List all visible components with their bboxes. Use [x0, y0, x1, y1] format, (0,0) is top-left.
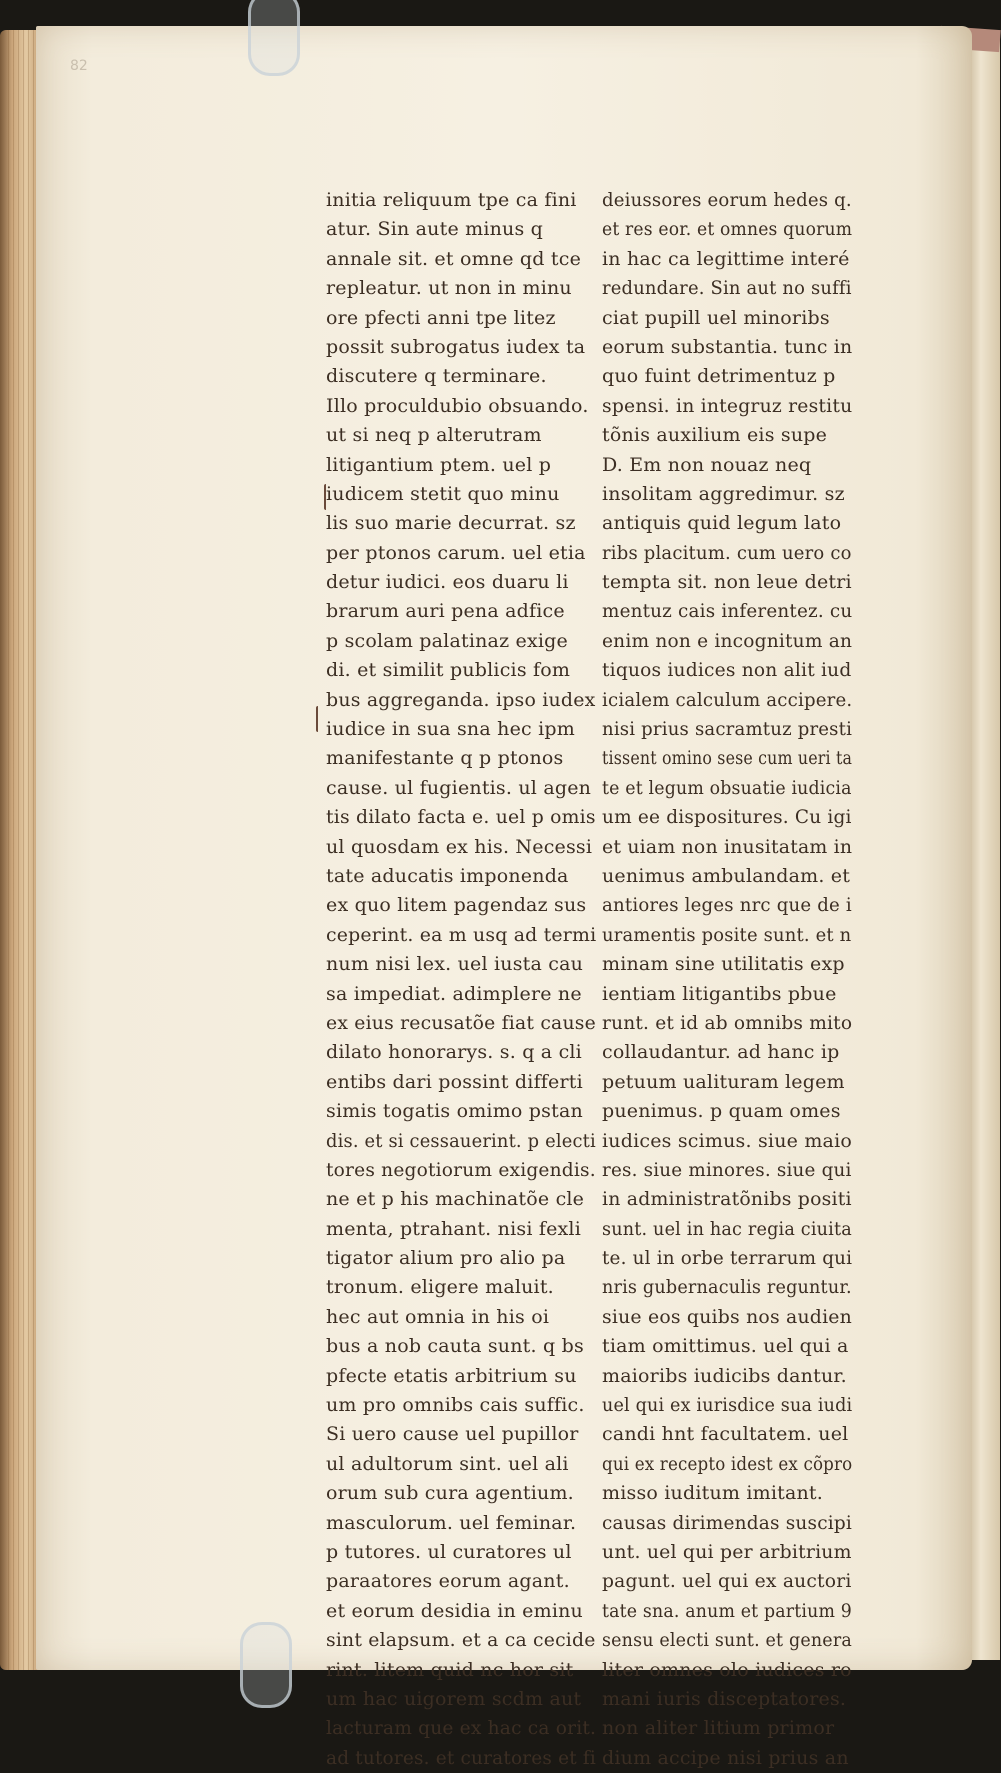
text-line: di. et similit publicis fom	[326, 659, 571, 682]
text-line: tores negotiorum exigendis.	[326, 1158, 596, 1181]
text-line: insolitam aggredimur. sz	[602, 482, 845, 505]
text-line: te et legum obsuatie iudicia	[602, 776, 852, 799]
text-line: ientiam litigantibs pbue	[602, 982, 837, 1005]
text-line: hec aut omnia in his oi	[326, 1305, 550, 1328]
text-line: entibs dari possint differti	[326, 1070, 583, 1093]
text-line: annale sit. et omne qd tce	[326, 247, 582, 270]
text-line: bus aggreganda. ipso iudex	[326, 688, 596, 711]
text-line: discutere q terminare.	[326, 365, 547, 388]
text-line: siue eos quibs nos audien	[602, 1305, 852, 1328]
text-line: minam sine utilitatis exp	[602, 953, 845, 976]
text-line: in hac ca legittime interé	[602, 247, 850, 270]
text-line: tõnis auxilium eis supe	[602, 424, 828, 447]
text-line: Illo proculdubio obsuando.	[326, 394, 589, 417]
text-line: antiores leges nrc que de i	[602, 894, 852, 917]
bottom-page-clip	[240, 1622, 292, 1708]
text-line: repleatur. ut non in minu	[326, 277, 572, 300]
text-line: mani iuris disceptatores.	[602, 1687, 847, 1710]
page-right-edge	[968, 40, 1000, 1660]
text-line: mentuz cais inferentez. cu	[602, 600, 853, 623]
text-line: menta, ptrahant. nisi fexli	[326, 1217, 581, 1240]
text-line: uramentis posite sunt. et n	[602, 923, 852, 946]
text-line: spensi. in integruz restitu	[602, 394, 853, 417]
text-line: ul adultorum sint. uel ali	[326, 1452, 569, 1475]
text-line: te. ul in orbe terrarum qui	[602, 1247, 853, 1270]
text-line: orum sub cura agentium.	[326, 1482, 574, 1505]
text-line: sint elapsum. et a ca cecide	[326, 1629, 596, 1652]
text-line: tempta sit. non leue detri	[602, 571, 852, 594]
text-line: per ptonos carum. uel etia	[326, 541, 586, 564]
text-line: bus a nob cauta sunt. q bs	[326, 1335, 584, 1358]
text-line: ex eius recusatõe fiat cause	[326, 1011, 596, 1034]
text-line: ut si neq p alterutram	[326, 424, 542, 447]
text-line: tiam omittimus. uel qui a	[602, 1335, 849, 1358]
text-line: ribs placitum. cum uero co	[602, 541, 852, 564]
text-line: tate aducatis imponenda	[326, 864, 569, 887]
margin-paragraph-mark-2	[316, 706, 322, 732]
text-line: masculorum. uel feminar.	[326, 1511, 577, 1534]
text-line: detur iudici. eos duaru li	[326, 571, 569, 594]
text-line: pfecte etatis arbitrium su	[326, 1364, 577, 1387]
text-line: ex quo litem pagendaz sus	[326, 894, 587, 917]
text-line: ore pfecti anni tpe litez	[326, 306, 556, 329]
folio-number: 82	[70, 58, 88, 74]
text-line: ceperint. ea m usq ad termi	[326, 923, 597, 946]
text-line: non aliter litium primor	[602, 1717, 835, 1740]
text-line: ne et p his machinatõe cle	[326, 1188, 585, 1211]
text-line: atur. Sin aute minus q	[326, 218, 544, 241]
text-line: petuum ualituram legem	[602, 1070, 845, 1093]
text-line: num nisi lex. uel iusta cau	[326, 953, 584, 976]
text-line: nris gubernaculis reguntur.	[602, 1276, 852, 1299]
text-line: qui ex recepto idest ex cõpro	[602, 1452, 853, 1475]
text-line: Si uero cause uel pupillor	[326, 1423, 579, 1446]
text-line: deiussores eorum hedes q.	[602, 189, 852, 211]
text-line: dilato honorarys. s. q a cli	[326, 1041, 582, 1064]
text-line: um ee dispositures. Cu igi	[602, 806, 852, 829]
text-line: iudicem stetit quo minu	[326, 482, 560, 505]
text-line: et res eor. et omnes quorum	[602, 218, 853, 241]
text-line: tronum. eligere maluit.	[326, 1276, 554, 1299]
text-line: ciat pupill uel minoribs	[602, 306, 830, 329]
text-line: res. siue minores. siue qui	[602, 1158, 852, 1181]
text-line: unt. uel qui per arbitrium	[602, 1540, 852, 1563]
text-line: tiquos iudices non alit iud	[602, 659, 852, 682]
text-line: uenimus ambulandam. et	[602, 864, 851, 887]
text-line: lis suo marie decurrat. sz	[326, 512, 576, 535]
text-line: icialem calculum accipere.	[602, 688, 853, 711]
text-line: uel qui ex iurisdice sua iudi	[602, 1394, 853, 1417]
text-line: tigator alium pro alio pa	[326, 1247, 566, 1270]
text-line: causas dirimendas suscipi	[602, 1511, 853, 1534]
text-line: maioribs iudicibs dantur.	[602, 1364, 847, 1387]
text-line: ad tutores. et curatores et fi	[326, 1746, 596, 1769]
text-line: et eorum desidia in eminu	[326, 1599, 583, 1622]
text-line: dium accipe nisi prius an	[602, 1746, 849, 1769]
text-line: collaudantur. ad hanc ip	[602, 1041, 840, 1064]
text-line: tissent omino sese cum ueri ta	[602, 747, 853, 770]
text-line: pagunt. uel qui ex auctori	[602, 1570, 852, 1593]
text-line: iudices scimus. siue maio	[602, 1129, 852, 1152]
text-line: eorum substantia. tunc in	[602, 335, 853, 358]
text-line: enim non e incognitum an	[602, 629, 853, 652]
text-line: paraatores eorum agant.	[326, 1570, 570, 1593]
text-line: quo fuint detrimentuz p	[602, 365, 836, 388]
text-line: in administratõnibs positi	[602, 1188, 852, 1211]
text-line: rint. litem quid nc hor sit	[326, 1658, 574, 1681]
text-line: et uiam non inusitatam in	[602, 835, 853, 858]
text-line: misso iuditum imitant.	[602, 1482, 823, 1505]
text-line: p tutores. ul curatores ul	[326, 1540, 572, 1563]
text-column-left	[326, 186, 596, 1773]
text-line: sensu electi sunt. et genera	[602, 1629, 852, 1652]
text-line: p scolam palatinaz exige	[326, 629, 568, 652]
text-line: sa impediat. adimplere ne	[326, 982, 582, 1005]
text-line: um hac uigorem scdm aut	[326, 1687, 582, 1710]
text-line: iudice in sua sna hec ipm	[326, 718, 575, 741]
text-line: sunt. uel in hac regia ciuita	[602, 1217, 852, 1240]
text-line: redundare. Sin aut no suffi	[602, 277, 852, 300]
text-line: initia reliquum tpe ca fini	[326, 189, 577, 211]
text-line: possit subrogatus iudex ta	[326, 335, 586, 358]
text-line: um pro omnibs cais suffic.	[326, 1394, 585, 1417]
text-line: D. Em non nouaz neq	[602, 453, 812, 476]
text-line: runt. et id ab omnibs mito	[602, 1011, 853, 1034]
text-line: litigantium ptem. uel p	[326, 453, 552, 476]
text-line: brarum auri pena adfice	[326, 600, 565, 623]
text-line: puenimus. p quam omes	[602, 1100, 841, 1123]
text-line: tate sna. anum et partium 9	[602, 1599, 853, 1622]
text-line: simis togatis omimo pstan	[326, 1100, 583, 1123]
text-line: liter omnes olo iudices ro	[602, 1658, 852, 1681]
text-line: manifestante q p ptonos	[326, 747, 564, 770]
text-line: tis dilato facta e. uel p omis	[326, 806, 596, 829]
text-line: lacturam que ex hac ca orit.	[326, 1717, 597, 1740]
top-page-clip	[248, 0, 300, 76]
text-line: dis. et si cessauerint. p electi	[326, 1129, 596, 1152]
text-column-right	[602, 186, 852, 1773]
text-line: ul quosdam ex his. Necessi	[326, 835, 593, 858]
text-line: antiquis quid legum lato	[602, 512, 842, 535]
text-line: nisi prius sacramtuz presti	[602, 718, 853, 741]
text-line: candi hnt facultatem. uel	[602, 1423, 849, 1446]
text-line: cause. ul fugientis. ul agen	[326, 776, 592, 799]
